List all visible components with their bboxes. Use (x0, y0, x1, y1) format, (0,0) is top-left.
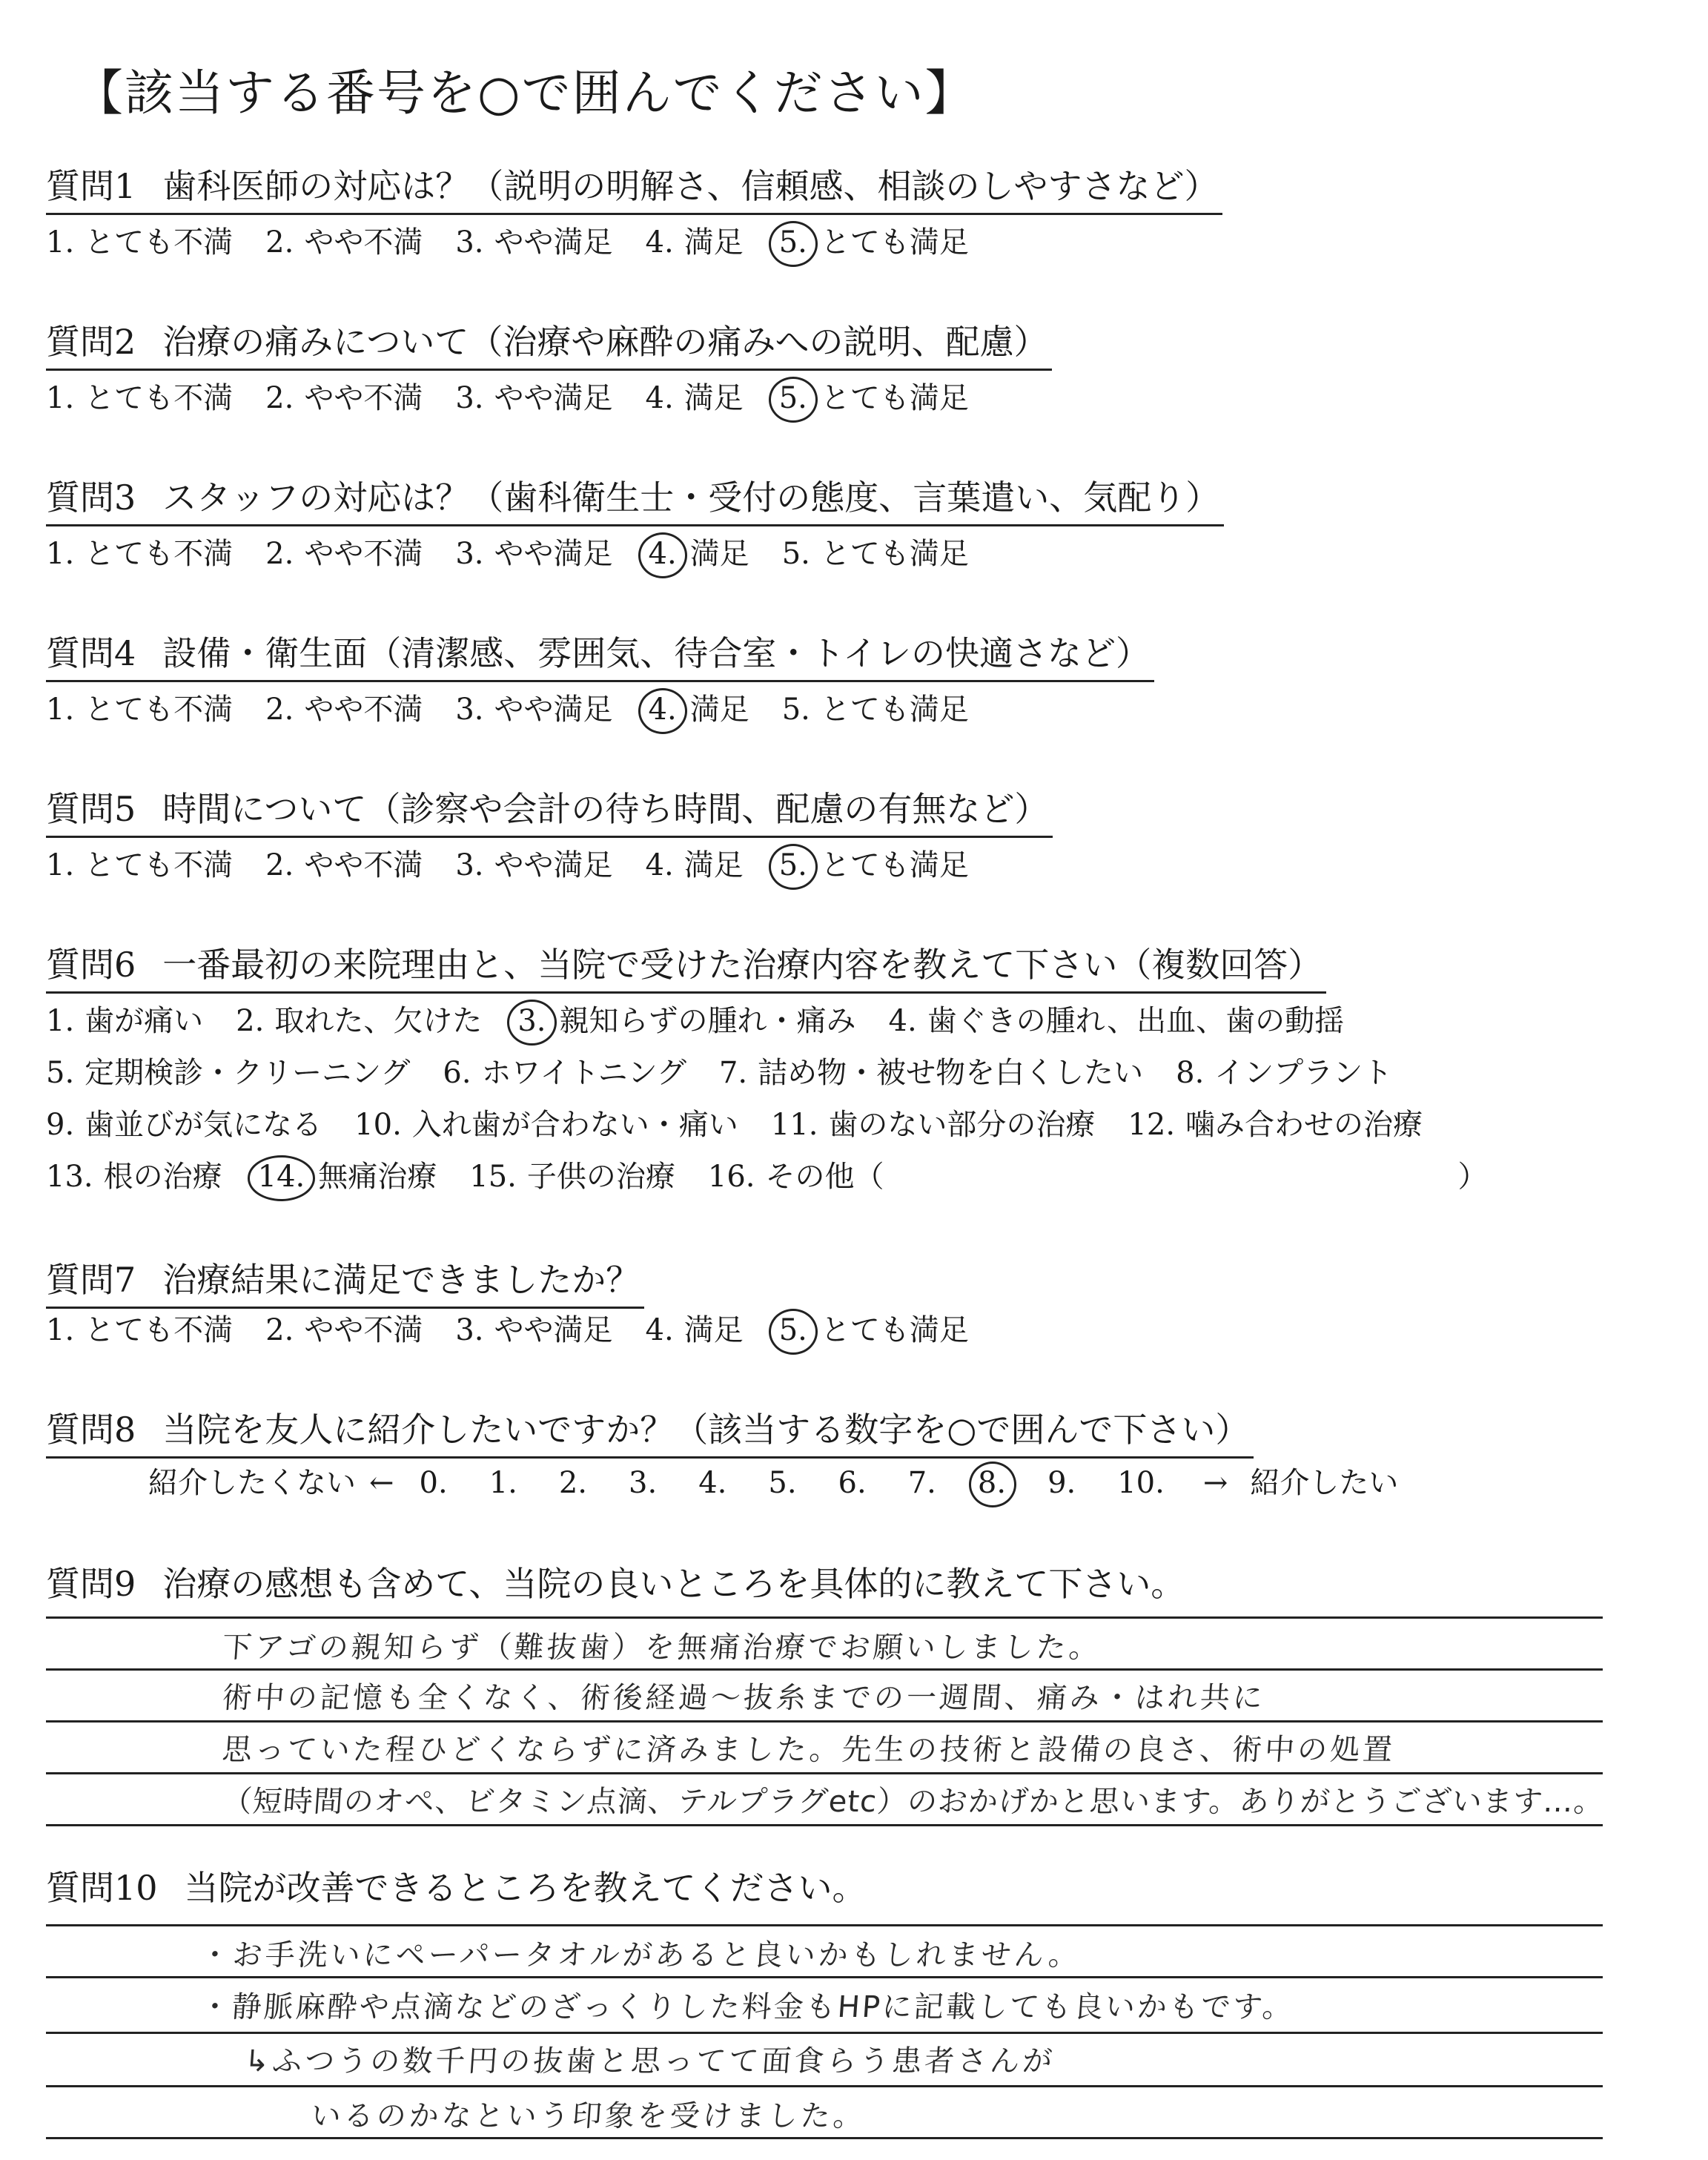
scale-number[interactable]: 3. (629, 1466, 658, 1500)
handwritten-answer-line: いるのかなという印象を受けました。 (310, 2099, 867, 2133)
question-6-option-row (46, 1153, 1488, 1195)
option[interactable] (46, 686, 233, 728)
question-text: 治療の痛みについて（治療や麻酔の痛みへの説明、配慮） (162, 322, 1048, 362)
option-number: 4. (646, 693, 680, 727)
option-number: 1. (46, 225, 75, 260)
option[interactable] (265, 686, 423, 728)
option-number: 16. (707, 1160, 755, 1194)
option-label: 根の治療 (103, 1160, 222, 1194)
option[interactable] (46, 1101, 322, 1143)
option-selected[interactable] (255, 1153, 437, 1195)
question-text: スタッフの対応は？（歯科衛生士・受付の態度、言葉遣い、気配り） (162, 478, 1220, 518)
option-number: 3. (455, 1313, 484, 1347)
option-label: やや不満 (304, 225, 423, 260)
option-label: 満足 (683, 1313, 744, 1347)
question-label: 質問8 (46, 1410, 136, 1450)
option-label: 無痛治療 (318, 1160, 437, 1194)
option-label: やや不満 (304, 693, 423, 727)
option[interactable] (455, 842, 612, 884)
answer-line (46, 1616, 1603, 1619)
question-label: 質問10 (46, 1868, 158, 1908)
question-text: 歯科医師の対応は？（説明の明解さ、信頼感、相談のしやすさなど） (162, 166, 1219, 206)
option-label: 入れ歯が合わない・痛い (411, 1108, 738, 1142)
option-selected[interactable] (776, 219, 969, 261)
option-number: 8. (1176, 1056, 1205, 1090)
handwritten-answer-line: ・静脈麻酔や点滴などのざっくりした料金もHPに記載しても良いかもです。 (199, 1990, 1296, 2024)
option-number: 5. (46, 1056, 75, 1090)
question-text: 当院を友人に紹介したいですか？（該当する数字を○で囲んで下さい） (162, 1410, 1250, 1450)
option[interactable] (1176, 1049, 1392, 1091)
option-label: やや不満 (304, 848, 423, 882)
option[interactable] (646, 842, 744, 884)
question-2-title (46, 315, 1052, 371)
option-number: 14. (255, 1160, 308, 1194)
question-1-title (46, 159, 1222, 215)
question-6-title (46, 938, 1326, 994)
option-number: 3. (455, 225, 484, 260)
option[interactable] (771, 1101, 1096, 1143)
option[interactable] (46, 219, 233, 261)
option-label: とても満足 (820, 1313, 969, 1347)
option-label: とても不満 (85, 381, 234, 415)
question-9-title (46, 1557, 1185, 1606)
scale-number[interactable]: 1. (489, 1466, 517, 1500)
option-label: 親知らずの腫れ・痛み (559, 1004, 856, 1038)
option-label: 子供の治療 (526, 1160, 675, 1194)
question-label: 質問5 (46, 789, 136, 829)
option-number: 2. (236, 1004, 265, 1038)
option-selected[interactable] (646, 686, 749, 728)
handwritten-answer-line: 思っていた程ひどくならずに済みました。先生の技術と設備の良さ、術中の処置 (221, 1733, 1397, 1767)
option[interactable] (708, 1153, 884, 1195)
option[interactable] (443, 1049, 686, 1091)
question-4-options (46, 686, 1002, 728)
option[interactable] (265, 530, 423, 572)
option-label: 歯並びが気になる (85, 1108, 322, 1142)
option[interactable] (782, 686, 969, 728)
answer-line (46, 1668, 1603, 1671)
question-3-title (46, 471, 1224, 526)
question-7-title (46, 1253, 644, 1309)
scale-left-label: 紹介したくない (148, 1466, 356, 1500)
scale-number[interactable]: 9. (1047, 1466, 1076, 1500)
option-number: 4. (645, 225, 674, 260)
option[interactable] (646, 219, 744, 261)
option[interactable] (46, 1049, 410, 1091)
question-label: 質問1 (46, 166, 136, 206)
option[interactable] (719, 1049, 1143, 1091)
option-number: 5. (781, 537, 810, 571)
option-number: 3. (514, 1004, 549, 1038)
option-label: とても不満 (85, 537, 234, 571)
handwritten-answer-line: （短時間のオペ、ビタミン点滴、テルプラグetc）のおかげかと思います。ありがとうございます…。 (221, 1785, 1606, 1819)
option[interactable] (46, 997, 203, 1040)
option-selected[interactable] (776, 374, 969, 417)
option-label: やや不満 (304, 381, 423, 415)
question-label: 質問7 (46, 1260, 136, 1300)
option-label: ホワイトニング (481, 1056, 686, 1090)
option-label: 満足 (683, 381, 744, 415)
option-label: やや不満 (304, 1313, 423, 1347)
option-number: 1. (46, 1313, 75, 1347)
left-arrow-icon: ← (369, 1466, 394, 1500)
scale-number[interactable]: 7. (907, 1466, 936, 1500)
option[interactable] (265, 374, 423, 417)
question-5-options (46, 842, 1002, 884)
question-2-options (46, 374, 1002, 417)
option-number: 1. (46, 381, 75, 415)
option[interactable] (455, 219, 612, 261)
question-label: 質問3 (46, 478, 136, 518)
option-number: 2. (265, 225, 294, 260)
option-number: 3. (455, 537, 484, 571)
question-5-title (46, 782, 1053, 838)
option-number: 6. (443, 1056, 471, 1090)
question-text: 一番最初の来院理由と、当院で受けた治療内容を教えて下さい（複数回答） (162, 945, 1323, 985)
option-label: とても不満 (85, 693, 234, 727)
answer-line (46, 1720, 1603, 1723)
option[interactable] (469, 1153, 675, 1195)
question-label: 質問6 (46, 945, 136, 985)
option-label: 取れた、欠けた (274, 1004, 483, 1038)
option-label: やや満足 (494, 848, 613, 882)
answer-line (46, 2137, 1603, 2139)
option-number: 3. (455, 848, 484, 882)
recommend-scale (148, 1459, 1398, 1502)
question-6-option-row (46, 1101, 1455, 1143)
handwritten-answer-line: 下アゴの親知らず（難抜歯）を無痛治療でお願いしました。 (221, 1631, 1103, 1665)
option-number: 15. (469, 1160, 517, 1194)
option[interactable] (782, 530, 969, 572)
question-3-options (46, 530, 1002, 572)
scale-number[interactable]: 0. (419, 1466, 448, 1500)
scale-right-label: 紹介したい (1250, 1466, 1399, 1500)
answer-line (46, 2032, 1603, 2034)
right-arrow-icon: → (1202, 1466, 1228, 1500)
option-label: とても満足 (820, 693, 969, 727)
option-selected[interactable] (776, 842, 969, 884)
other-close-paren: ） (1457, 1160, 1488, 1194)
option-number: 5. (776, 381, 810, 415)
option-number: 13. (46, 1160, 93, 1194)
option-number: 11. (770, 1108, 818, 1142)
option[interactable] (265, 1307, 423, 1349)
option-number: 5. (776, 225, 810, 260)
option-number: 5. (776, 848, 810, 882)
option[interactable] (1128, 1101, 1423, 1143)
option-label: とても不満 (85, 225, 234, 260)
option-label: とても不満 (85, 1313, 234, 1347)
option[interactable] (455, 530, 612, 572)
option-number: 3. (455, 381, 484, 415)
option-label: 満足 (689, 537, 749, 571)
option-number: 5. (776, 1313, 810, 1347)
option-label: 詰め物・被せ物を白くしたい (758, 1056, 1144, 1090)
option[interactable] (455, 686, 612, 728)
question-label: 質問2 (46, 322, 136, 362)
option[interactable] (889, 997, 1345, 1040)
option-number: 1. (46, 537, 75, 571)
option-number: 2. (265, 848, 294, 882)
question-8-title (46, 1403, 1254, 1459)
option-label: 歯のない部分の治療 (828, 1108, 1096, 1142)
option[interactable] (646, 1307, 744, 1349)
question-4-title (46, 627, 1154, 682)
scale-number[interactable]: 5. (768, 1466, 797, 1500)
option-number: 9. (46, 1108, 75, 1142)
question-label: 質問9 (46, 1564, 136, 1604)
option-label: 噛み合わせの治療 (1185, 1108, 1423, 1142)
option-label: やや不満 (304, 537, 423, 571)
option[interactable] (265, 842, 423, 884)
question-10-title (46, 1861, 867, 1910)
option-number: 2. (265, 537, 294, 571)
question-text: 設備・衛生面（清潔感、雰囲気、待合室・トイレの快適さなど） (162, 633, 1150, 673)
option-number: 7. (718, 1056, 748, 1090)
option-number: 1. (46, 848, 75, 882)
option-label: やや満足 (494, 225, 613, 260)
question-text: 当院が改善できるところを教えてください。 (184, 1868, 867, 1908)
scale-number[interactable]: 4. (698, 1466, 727, 1500)
answer-line (46, 2085, 1603, 2087)
handwritten-answer-line: ↳ふつうの数千円の抜歯と思ってて面食らう患者さんが (243, 2044, 1056, 2078)
option-number: 1. (46, 693, 75, 727)
question-label: 質問4 (46, 633, 136, 673)
option[interactable] (46, 530, 233, 572)
option-label: とても満足 (820, 537, 969, 571)
instruction-heading: 【該当する番号を○で囲んでください】 (74, 65, 976, 122)
option-label: 満足 (683, 848, 744, 882)
option[interactable] (455, 374, 612, 417)
option-label: やや満足 (494, 537, 613, 571)
option[interactable] (46, 374, 233, 417)
question-7-options (46, 1307, 1002, 1349)
scale-number[interactable]: 2. (558, 1466, 588, 1500)
option-number: 10. (354, 1108, 402, 1142)
option-number: 4. (888, 1004, 917, 1038)
option-number: 12. (1128, 1108, 1176, 1142)
option-number: 5. (781, 693, 810, 727)
option[interactable] (455, 1307, 612, 1349)
option-number: 4. (646, 537, 680, 571)
option-number: 4. (645, 848, 674, 882)
handwritten-answer-line: ・お手洗いにペーパータオルがあると良いかもしれません。 (199, 1938, 1082, 1972)
option-number: 4. (645, 381, 674, 415)
answer-line (46, 1976, 1603, 1978)
option-label: とても満足 (820, 381, 969, 415)
option-label: とても不満 (85, 848, 234, 882)
option[interactable] (265, 219, 423, 261)
option-label: やや満足 (494, 1313, 613, 1347)
option-label: とても満足 (820, 848, 969, 882)
option-number: 1. (46, 1004, 75, 1038)
option-selected[interactable] (646, 530, 749, 572)
option-number: 4. (645, 1313, 674, 1347)
answer-line (46, 1824, 1603, 1826)
option-selected[interactable] (514, 997, 855, 1040)
handwritten-answer-line: 術中の記憶も全くなく、術後経過〜抜糸までの一週間、痛み・はれ共に (221, 1681, 1267, 1715)
option-selected[interactable] (776, 1307, 969, 1349)
question-6-option-row (46, 997, 1377, 1040)
option-label: 満足 (683, 225, 744, 260)
option[interactable] (46, 1153, 222, 1195)
option-label: やや満足 (494, 381, 613, 415)
option[interactable] (46, 1307, 233, 1349)
option-number: 2. (265, 381, 294, 415)
option[interactable] (236, 997, 482, 1040)
option-label: 満足 (689, 693, 749, 727)
option-number: 2. (265, 1313, 294, 1347)
option-label: 定期検診・クリーニング (85, 1056, 411, 1090)
option-label: 歯が痛い (85, 1004, 204, 1038)
option[interactable] (354, 1101, 738, 1143)
option-label: とても満足 (820, 225, 969, 260)
option-number: 2. (265, 693, 294, 727)
question-6-option-row (46, 1049, 1425, 1091)
scale-number[interactable]: 10. (1117, 1466, 1165, 1500)
question-text: 治療結果に満足できましたか？ (162, 1260, 640, 1300)
scale-number-selected[interactable]: 8. (975, 1466, 1009, 1500)
option-label: 歯ぐきの腫れ、出血、歯の動揺 (927, 1004, 1345, 1038)
scale-number[interactable]: 6. (838, 1466, 867, 1500)
question-text: 時間について（診察や会計の待ち時間、配慮の有無など） (162, 789, 1049, 829)
question-text: 治療の感想も含めて、当院の良いところを具体的に教えて下さい。 (162, 1564, 1185, 1604)
option[interactable] (646, 374, 744, 417)
answer-line (46, 1924, 1603, 1926)
answer-line (46, 1772, 1603, 1774)
question-1-options (46, 219, 1002, 261)
option-label: その他（ (765, 1160, 884, 1194)
option-label: やや満足 (494, 693, 613, 727)
option-label: インプラント (1214, 1056, 1393, 1090)
option[interactable] (46, 842, 233, 884)
option-number: 3. (455, 693, 484, 727)
